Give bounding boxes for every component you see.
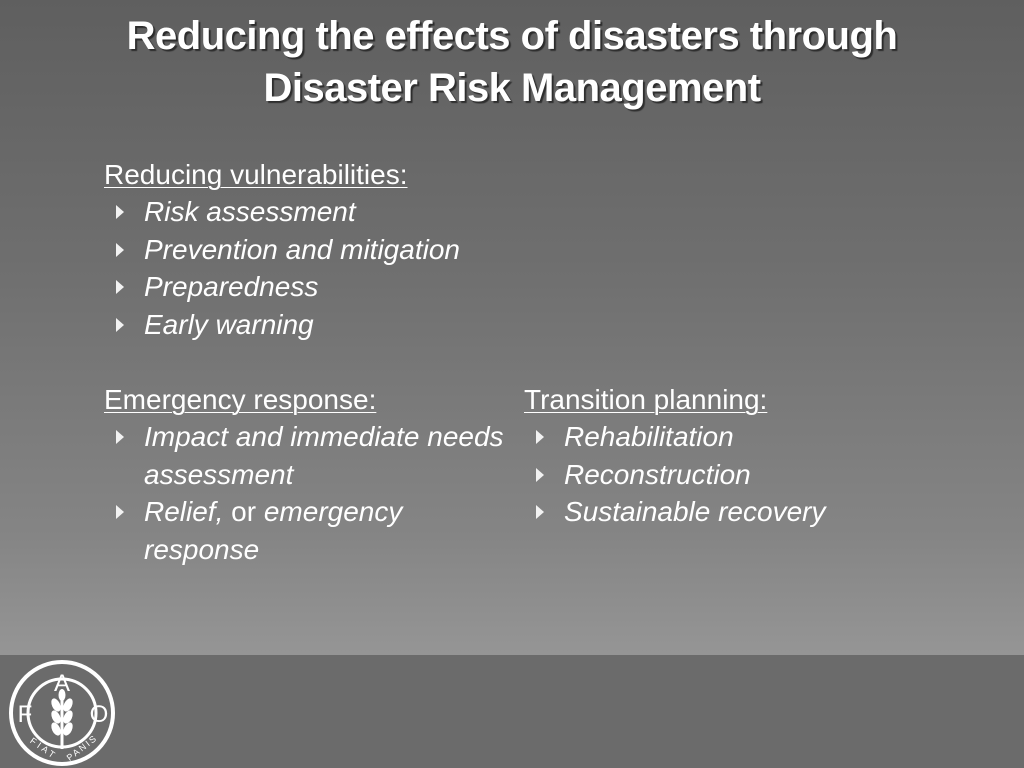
logo-letter-o: O <box>89 701 109 728</box>
slide-title-line-2: Disaster Risk Management <box>263 66 761 110</box>
list-item: Rehabilitation <box>524 418 825 456</box>
bullet-list-reducing <box>104 193 460 343</box>
or-text: or <box>223 496 264 527</box>
logo-motto-left: FIAT <box>28 735 60 762</box>
slide-title-line-1: Reducing the effects of disasters through <box>126 14 898 58</box>
logo-letter-f: F <box>17 701 33 728</box>
bullet-arrow-icon <box>116 243 124 257</box>
bullet-arrow-icon <box>116 318 124 332</box>
fao-emblem-icon <box>8 659 116 767</box>
section-heading-emergency: Emergency response: <box>104 384 377 415</box>
list-item: Prevention and mitigation <box>104 231 460 269</box>
list-item: Preparedness <box>104 268 460 306</box>
section-heading-transition: Transition planning: <box>524 384 768 415</box>
bullet-arrow-icon <box>116 280 124 294</box>
section-emergency-response <box>104 381 504 568</box>
logo-letter-a: A <box>53 670 71 697</box>
list-item: Sustainable recovery <box>524 493 825 531</box>
bullet-list-transition <box>524 418 825 531</box>
bullet-arrow-icon <box>536 430 544 444</box>
section-transition-planning <box>524 381 825 531</box>
bullet-arrow-icon <box>536 505 544 519</box>
bullet-arrow-icon <box>116 430 124 444</box>
bullet-arrow-icon <box>116 505 124 519</box>
section-heading-reducing: Reducing vulnerabilities: <box>104 159 408 190</box>
slide-title <box>0 10 1024 114</box>
list-item: Risk assessment <box>104 193 460 231</box>
list-item <box>104 493 504 568</box>
list-item: Impact and immediate needs assessment <box>104 418 504 493</box>
logo-motto-right: PANIS <box>64 732 100 763</box>
footer-band <box>0 655 1024 768</box>
relief-text: Relief, <box>144 496 224 527</box>
emergency-response-text: emergency response <box>144 496 403 565</box>
section-reducing-vulnerabilities <box>104 156 460 343</box>
bullet-arrow-icon <box>536 468 544 482</box>
bullet-arrow-icon <box>116 205 124 219</box>
list-item: Reconstruction <box>524 456 825 494</box>
list-item: Early warning <box>104 306 460 344</box>
wheat-ear-icon <box>49 689 74 749</box>
bullet-list-emergency <box>104 418 504 568</box>
